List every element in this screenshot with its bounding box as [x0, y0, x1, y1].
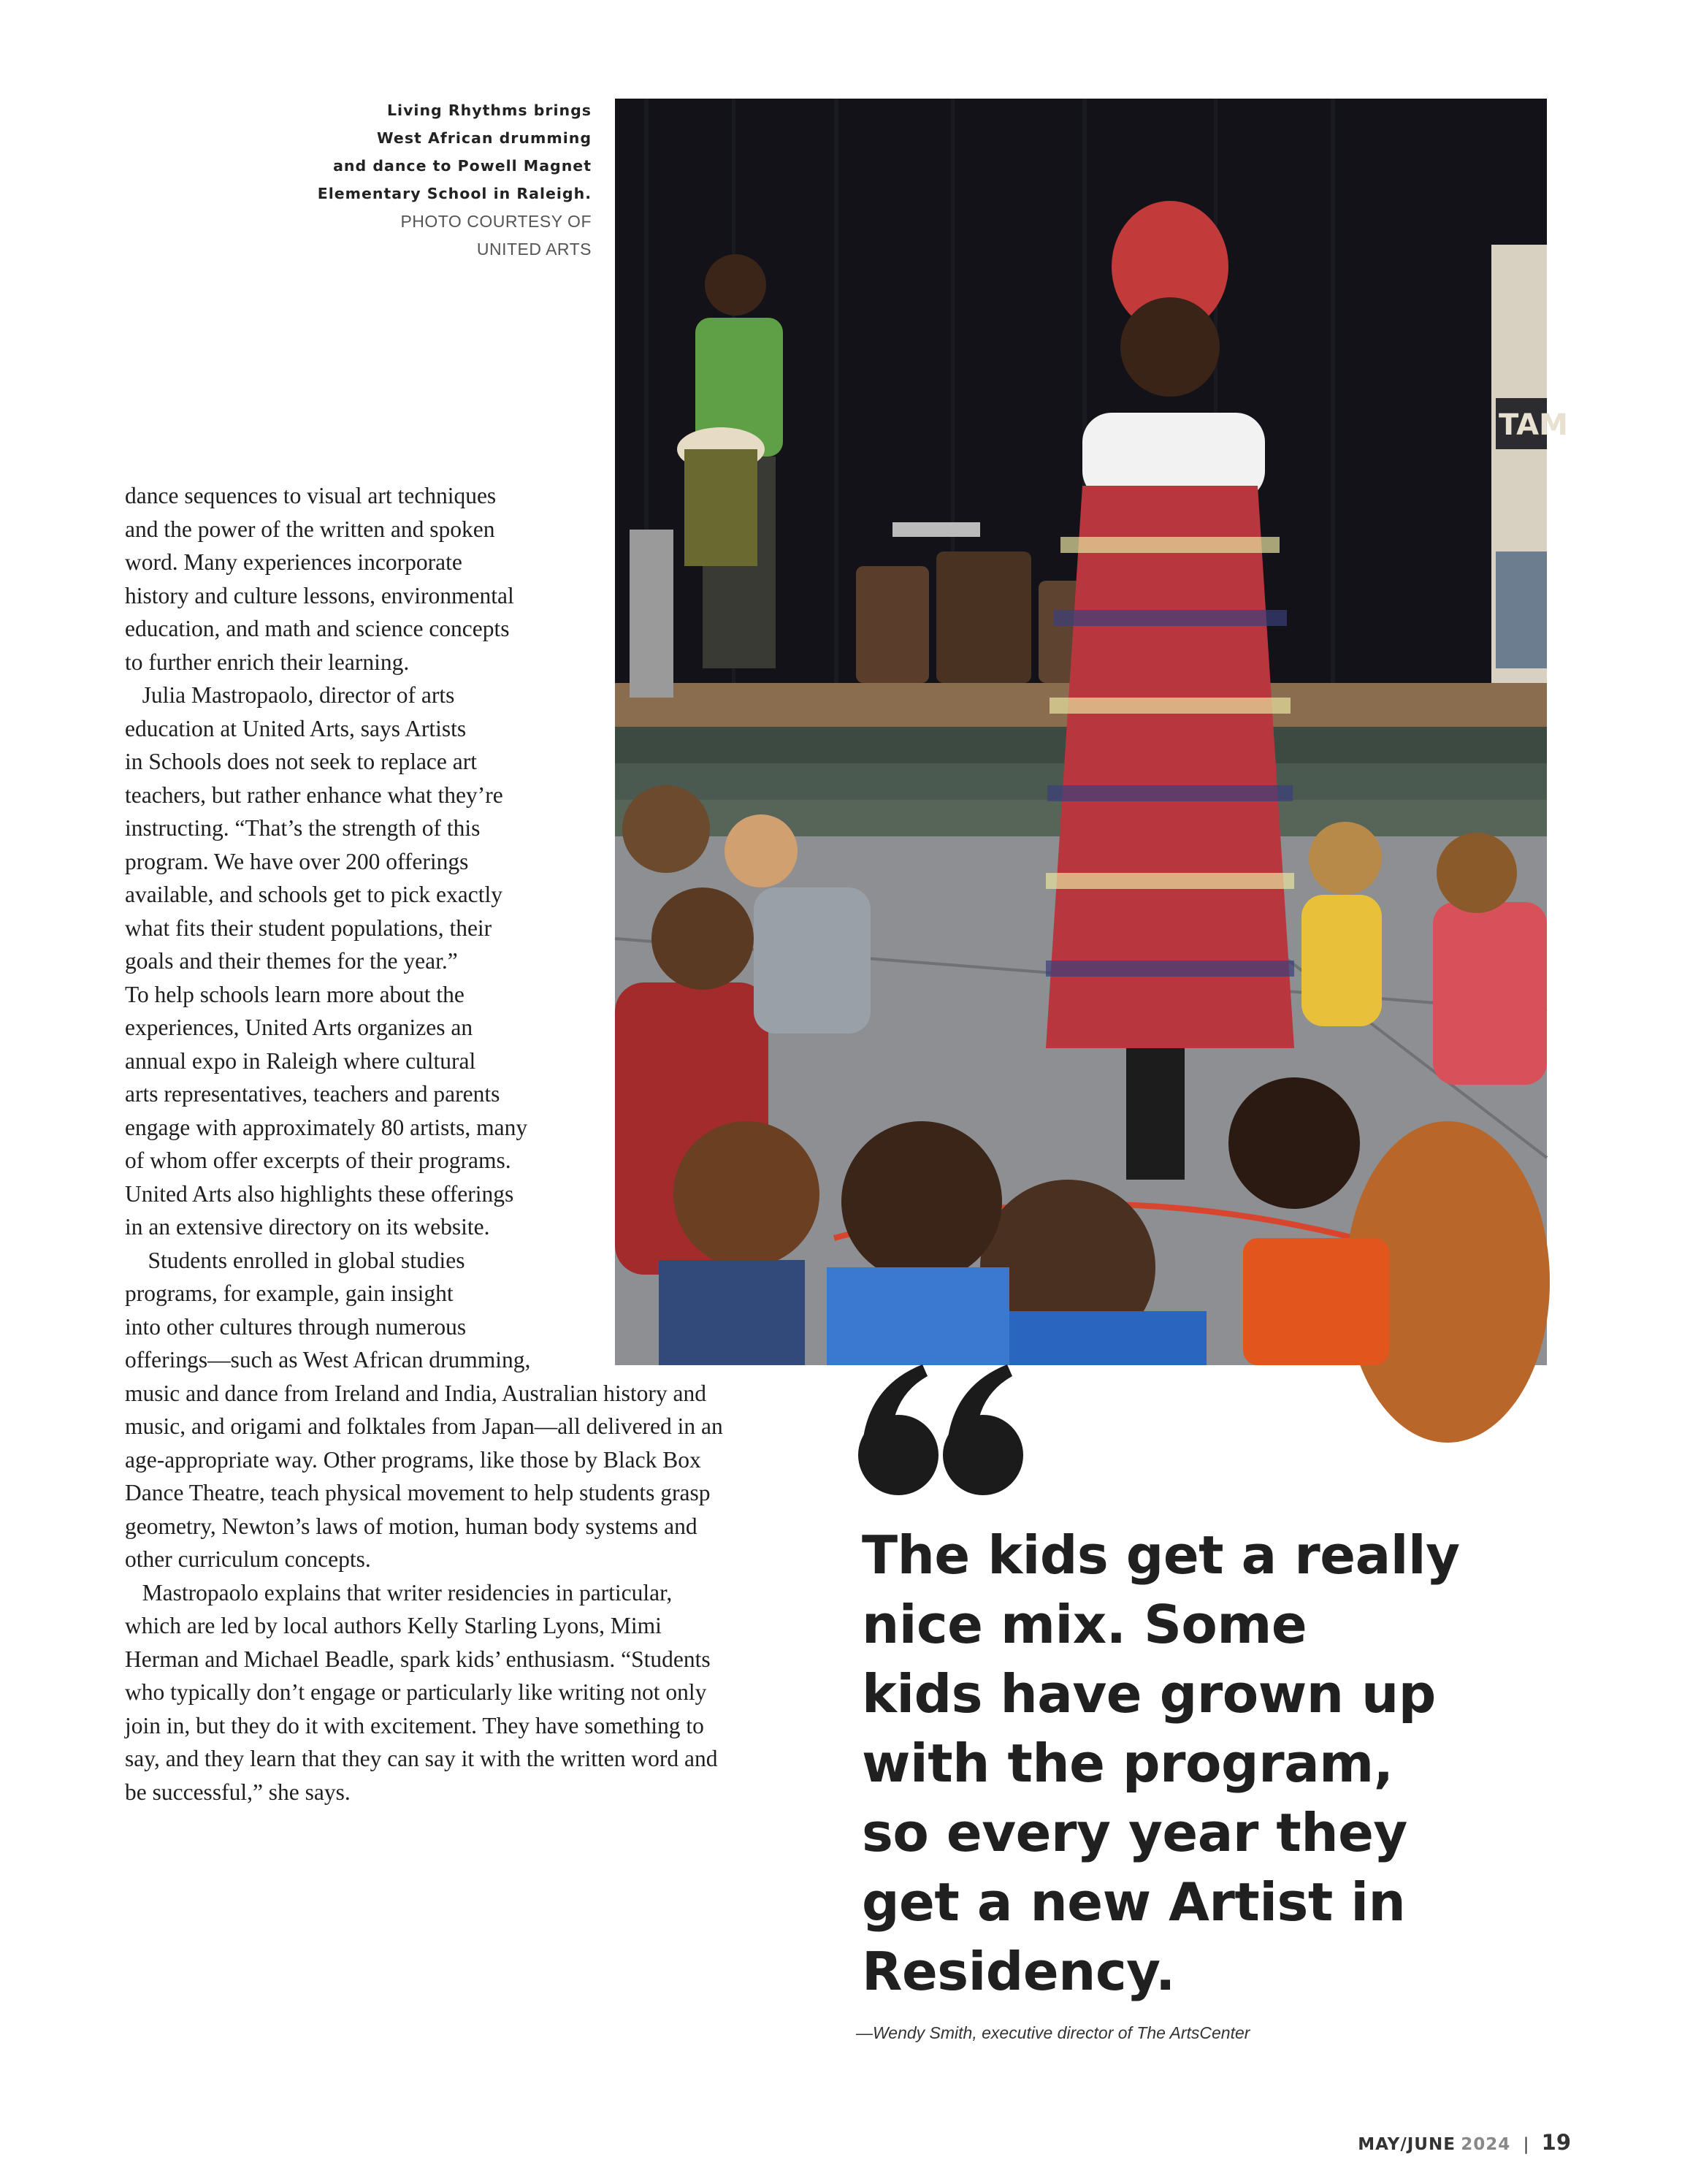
article-line: education at United Arts, says Artists: [125, 715, 467, 741]
article-line: annual expo in Raleigh where cultural: [125, 1047, 476, 1074]
photo-caption: [278, 96, 592, 263]
article-line: in an extensive directory on its website.: [125, 1214, 490, 1240]
article-line: To help schools learn more about the: [125, 981, 465, 1007]
article-line: program. We have over 200 offerings: [125, 848, 469, 874]
article-line: music and dance from Ireland and India, Australian history and: [125, 1380, 707, 1406]
article-line: other curriculum concepts.: [125, 1546, 371, 1572]
caption-line: West African drumming: [377, 129, 592, 147]
article-line: Julia Mastropaolo, director of arts: [125, 682, 455, 708]
caption-line: Living Rhythms brings: [386, 102, 592, 119]
caption-line: and dance to Powell Magnet: [333, 157, 592, 175]
article-line: Mastropaolo explains that writer residencies in particular,: [125, 1579, 673, 1605]
article-line: arts representatives, teachers and parents: [125, 1081, 500, 1107]
article-line: engage with approximately 80 artists, many: [125, 1114, 528, 1140]
article-line: Herman and Michael Beadle, spark kids’ enthusiasm. “Students: [125, 1646, 711, 1672]
article-line: and the power of the written and spoken: [125, 516, 495, 542]
pull-quote-line: nice mix. Some: [862, 1594, 1307, 1655]
article-line: offerings—such as West African drumming,: [125, 1347, 531, 1372]
pull-quote-line: The kids get a really: [862, 1524, 1460, 1586]
quote-mark-glyph: [853, 1359, 1028, 1505]
article-line: into other cultures through numerous: [125, 1313, 467, 1340]
article-line: what fits their student populations, their: [125, 915, 492, 941]
photo-credit-line: UNITED ARTS: [476, 240, 592, 259]
page-number: 19: [1541, 2130, 1571, 2155]
article-line: word. Many experiences incorporate: [125, 549, 462, 575]
article-line: education, and math and science concepts: [125, 616, 510, 641]
article-line: Students enrolled in global studies: [125, 1247, 465, 1273]
page-folio: [1358, 2130, 1571, 2155]
banner-text: TAM: [1499, 408, 1568, 442]
article-line: join in, but they do it with excitement. They have something to: [125, 1712, 704, 1738]
pull-quote-attribution: —Wendy Smith, executive director of The ArtsCenter: [856, 2023, 1250, 2042]
article-line: experiences, United Arts organizes an: [125, 1015, 473, 1040]
article-line: of whom offer excerpts of their programs.: [125, 1148, 511, 1173]
article-line: dance sequences to visual art techniques: [125, 483, 497, 508]
article-line: music, and origami and folktales from Japan—all delivered in an: [125, 1413, 723, 1439]
performance-photo: [615, 99, 1568, 1365]
pull-quote-line: so every year they: [862, 1802, 1407, 1863]
article-line: be successful,” she says.: [125, 1779, 351, 1805]
issue-label: MAY/JUNE: [1358, 2135, 1456, 2154]
article-line: age-appropriate way. Other programs, like those by Black Box: [125, 1446, 701, 1473]
article-line: geometry, Newton’s laws of motion, human body systems and: [125, 1513, 697, 1539]
pull-quote-line: kids have grown up: [862, 1663, 1436, 1725]
article-line: in Schools does not seek to replace art: [125, 749, 477, 774]
article-line: available, and schools get to pick exactly: [125, 882, 502, 907]
issue-year: 2024: [1461, 2135, 1511, 2154]
article-line: to further enrich their learning.: [125, 649, 410, 675]
photo-credit-line: PHOTO COURTESY OF: [400, 212, 592, 231]
quote-mark-icon: [853, 1359, 1028, 1505]
article-line: say, and they learn that they can say it with the written word and: [125, 1746, 718, 1771]
pull-quote-line: Residency.: [862, 1941, 1175, 2002]
article-line: which are led by local authors Kelly Starling Lyons, Mimi: [125, 1613, 662, 1638]
article-line: who typically don’t engage or particularly like writing not only: [125, 1679, 707, 1705]
article-line: instructing. “That’s the strength of this: [125, 815, 481, 841]
pull-quote-line: with the program,: [862, 1733, 1394, 1794]
article-line: Dance Theatre, teach physical movement to help students grasp: [125, 1480, 711, 1505]
article-body: [125, 479, 723, 1809]
article-line: goals and their themes for the year.”: [125, 948, 458, 974]
article-line: teachers, but rather enhance what they’re: [125, 782, 503, 808]
pull-quote: [862, 1521, 1519, 2007]
pull-quote-line: get a new Artist in: [862, 1871, 1406, 1933]
performance-photo-illustration: [615, 99, 1568, 1365]
article-line: history and culture lessons, environmental: [125, 582, 514, 608]
article-line: programs, for example, gain insight: [125, 1280, 454, 1306]
caption-line: Elementary School in Raleigh.: [317, 185, 592, 202]
article-line: United Arts also highlights these offerings: [125, 1180, 514, 1207]
folio-separator: |: [1523, 2135, 1529, 2154]
